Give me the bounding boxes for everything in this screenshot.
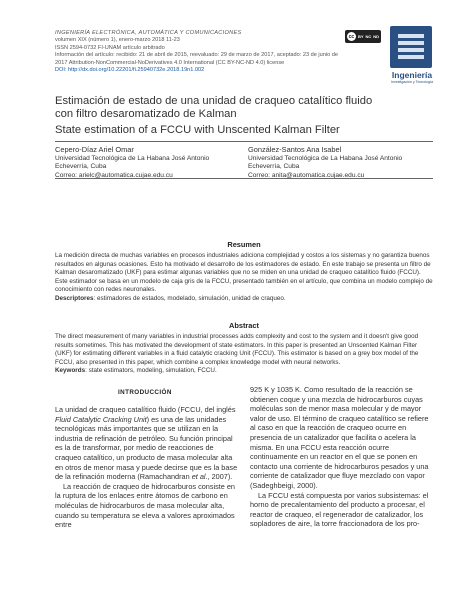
author-affiliation: Universidad Tecnológica de La Habana José Antonio Echeverría, Cuba: [248, 154, 403, 171]
author-email: Correo: arielc@automatica.cujae.edu.cu: [55, 171, 173, 179]
journal-issn: ISSN 2594-0732 FI-UNAM artículo arbitrado: [55, 44, 165, 51]
author-block-2: [248, 146, 433, 180]
author-name: Cepero-Díaz Ariel Omar: [55, 145, 134, 154]
article-license: 2017 Attribution-NonCommercial-NoDerivatives 4.0 International (CC BY-NC-ND 4.0) license: [55, 59, 285, 66]
journal-name: INGENIERÍA ELECTRÓNICA, AUTOMÁTICA Y COMUNICACIONES: [55, 30, 242, 36]
intro-paragraph-4: La FCCU está compuesta por varios subsistemas: el horno de precalentamiento del producto a procesar, el reactor de craqueo, el regenerador de catalizador, los sopladores de aire, la torre fraccionadora de los pro-: [250, 490, 429, 529]
resumen-keywords: : estimadores de estados, modelado, simulación, unidad de craqueo.: [93, 294, 286, 302]
journal-header: [55, 30, 355, 74]
doi-link[interactable]: DOI: http://dx.doi.org/10.22201/fi.25940732e.2018.19n1.002: [55, 67, 205, 74]
intro-right-column: [250, 385, 433, 529]
title-english: State estimation of a FCCU with Unscented Kalman Filter: [55, 124, 340, 136]
cc-nd-label: ND: [373, 34, 380, 39]
intro-paragraph-1: La unidad de craqueo catalítico fluido (FCCU, del inglés Fluid Catalytic Cracking Unit) es una de las unidades tecnológicas más importantes que se utilizan en la industria de refinación de petróleo. Su función principal es la de transformar, por medio de reacciones de craqueo catalítico, un producto de masa molecular alta en otros de menor masa y puede decirse que es la base de la refinación moderna (Ramachandran et al., 2007).: [55, 405, 238, 482]
cc-icon: cc: [348, 33, 355, 40]
divider-top: [55, 141, 433, 142]
cc-by-label: BY: [357, 34, 364, 39]
resumen-text: La medición directa de muchas variables en procesos industriales adiciona complejidad y costos a los sistemas y no garantiza buenos resultados en algunas ocasiones. Esto ha motivado el desarrollo de los estimadores de estado. En este trabajo se presenta un filtro de Kalman desaromatizado (UKF) para estimar algunas variables que no se miden en una unidad de craqueo catalítico fluido (FCCU). Este estimador se basa en un modelo de caja gris de la FCCU, presentado también en el artículo, que combina un modelo complejo de conocimiento con redes neuronales.: [55, 252, 433, 294]
logo-name: Ingeniería: [391, 70, 433, 80]
author-email: Correo: anita@automatica.cujae.edu.cu: [248, 171, 365, 179]
abstract-heading: Abstract: [229, 321, 259, 330]
resumen-heading: Resumen: [227, 240, 261, 249]
resumen-body: [55, 252, 433, 304]
abstract-keywords-label: Keywords: [55, 367, 86, 375]
divider-authors: [55, 178, 433, 179]
abstract-body: [55, 333, 433, 376]
intro-left-column: [55, 405, 240, 530]
author-name: González-Santos Ana Isabel: [248, 145, 342, 154]
article-info: Información del artículo: recibido: 21 de abril de 2015, reevaluado: 29 de marzo de 2017, aceptado: 23 de junio de: [55, 52, 338, 59]
journal-logo-icon: [390, 26, 432, 68]
cc-license-badge[interactable]: [345, 30, 381, 43]
journal-volume: volumen XIX (número 1), enero-marzo 2018 11-23: [55, 37, 180, 44]
cc-nc-label: NC: [365, 34, 372, 39]
intro-paragraph-3: 925 K y 1035 K. Como resultado de la reacción se obtienen coque y una mezcla de hidrocarburos cuyas moléculas son de menor masa molecular y de mayor valor de uso. El término de craqueo catalítico se refiere al caso en que la reacción de craqueo ocurre en presencia de un catalizador que facilita o acelera la misma. En una FCCU esta reacción ocurre continuamente en un reactor en el que se ponen en contacto una corriente de hidrocarburos pesados y una corriente de catalizador que fluye mezclado con vapor (Sadeghbeigi, 2000).: [250, 385, 429, 490]
title-spanish: Estimación de estado de una unidad de craqueo catalítico fluido con filtro desaromatizado de Kalman: [55, 95, 373, 121]
introduccion-heading: INTRODUCCIÓN: [118, 389, 172, 396]
logo-subtitle: Investigación y Tecnología: [390, 80, 434, 84]
abstract-text: The direct measurement of many variables in industrial processes adds complexity and cost to the system and it doesn't give good results sometimes. This has motivated the development of state estimators. In this paper is presented an Unscented Kalman Filter (UKF) for estimating different variables in a fluid catalytic cracking Unit (FCCU). This estimator is based on a grey box model of the FCCU, also presented in this paper, which combine a complex knowledge model with neural networks.: [55, 333, 419, 366]
author-affiliation: Universidad Tecnológica de La Habana José Antonio Echeverría, Cuba: [55, 154, 210, 171]
abstract-keywords: : state estimators, modeling, simulation, FCCU.: [85, 367, 217, 375]
intro-paragraph-2: La reacción de craqueo de hidrocarburos consiste en la ruptura de los enlaces entre átomos de carbono en moléculas de hidrocarburos de masa molecular alta, cuando su temperatura se eleva a valores aproximados entre: [55, 481, 235, 530]
author-block-1: [55, 146, 240, 180]
resumen-keywords-label: Descriptores: [55, 294, 94, 302]
